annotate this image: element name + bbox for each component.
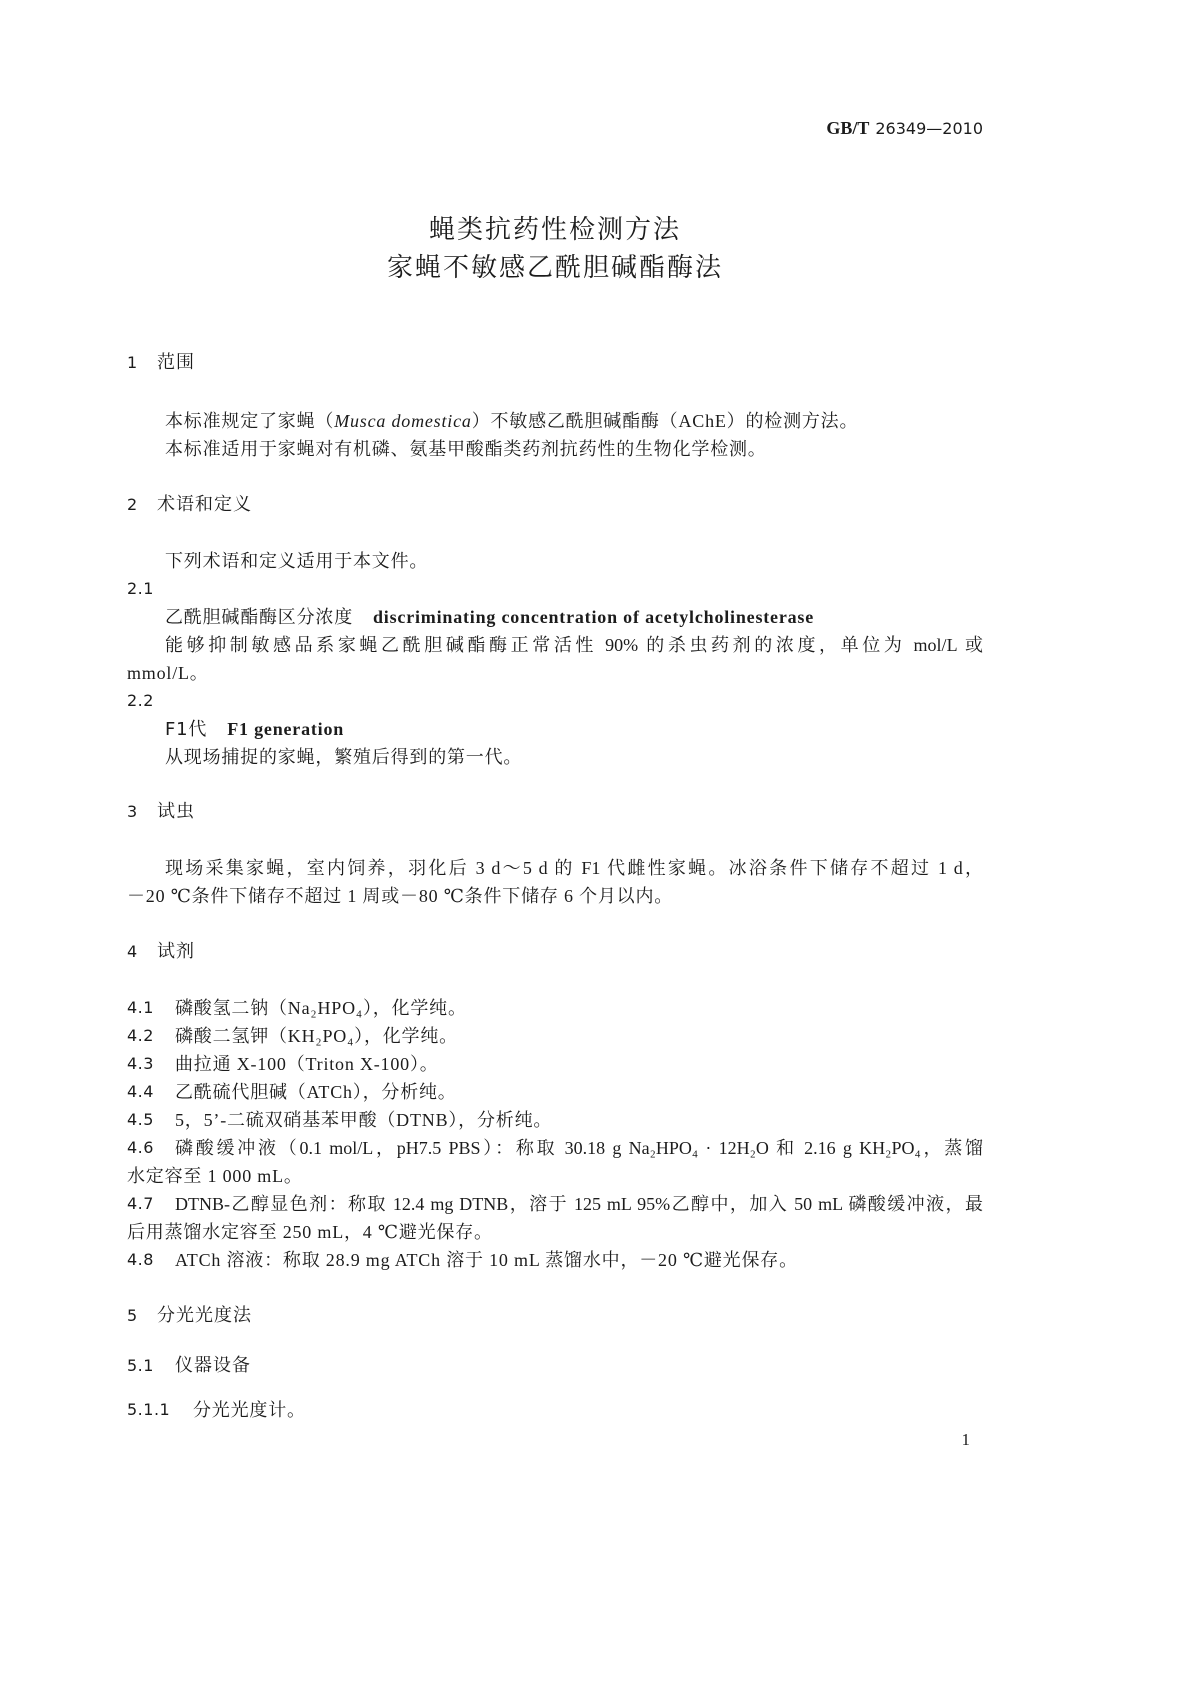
page-number: 1 <box>961 1430 970 1449</box>
item-4-5-text: 5，5’-二硫双硝基苯甲酸（DTNB），分析纯。 <box>175 1110 553 1130</box>
term1-title <box>165 603 814 631</box>
item-5-1-1-text: 分光光度计。 <box>193 1400 306 1420</box>
section3-line1: 现场采集家蝇，室内饲养，羽化后 3 d～5 d 的 F1 代雌性家蝇。冰浴条件下储存不超过 1 d， <box>165 858 983 878</box>
section5-number: 5 <box>127 1306 138 1325</box>
term2-chinese: F1代 <box>165 719 208 740</box>
section1-para1-before: 本标准规定了家蝇（ <box>165 411 335 431</box>
item-4-5-number: 4.5 <box>127 1110 154 1129</box>
item-4-8-text: ATCh 溶液：称取 28.9 mg ATCh 溶于 10 mL 蒸馏水中，－20 ℃避光保存。 <box>175 1250 798 1270</box>
term2-definition: 从现场捕捉的家蝇，繁殖后得到的第一代。 <box>165 747 523 767</box>
term1-definition-line1: 能够抑制敏感品系家蝇乙酰胆碱酯酶正常活性 90% 的杀虫药剂的浓度，单位为 mol/L 或 <box>165 635 983 655</box>
section1-number: 1 <box>127 353 138 372</box>
item-4-6-text-line1: 磷酸缓冲液（0.1 mol/L，pH7.5 PBS）：称取 30.18 g Na₂HPO₄ · 12H₂O 和 2.16 g KH₂PO₄，蒸馏 <box>175 1138 983 1158</box>
section1-paragraph1 <box>165 407 858 435</box>
item-4-4-number: 4.4 <box>127 1082 154 1101</box>
section1-paragraph2: 本标准适用于家蝇对有机磷、氨基甲酸酯类药剂抗药性的生物化学检测。 <box>165 439 767 459</box>
item-4-8-number: 4.8 <box>127 1250 154 1269</box>
section3-number: 3 <box>127 802 138 821</box>
item-4-7-number: 4.7 <box>127 1194 154 1213</box>
term1-number: 2.1 <box>127 579 154 598</box>
item-4-3-number: 4.3 <box>127 1054 154 1073</box>
subsection-5-1-heading: 仪器设备 <box>175 1355 251 1376</box>
section2-intro: 下列术语和定义适用于本文件。 <box>165 551 429 571</box>
term1-english: discriminating concentration of acetylcholinesterase <box>373 607 815 627</box>
section5-heading: 分光光度法 <box>157 1305 252 1326</box>
item-4-1-text: 磷酸氢二钠（Na₂HPO₄），化学纯。 <box>175 998 467 1018</box>
standard-code-prefix: GB/T <box>826 118 870 138</box>
item-4-2-text: 磷酸二氢钾（KH₂PO₄），化学纯。 <box>175 1026 458 1046</box>
item-4-6-text-line2: 水定容至 1 000 mL。 <box>127 1166 303 1186</box>
section3-line2: －20 ℃条件下储存不超过 1 周或－80 ℃条件下储存 6 个月以内。 <box>127 886 674 906</box>
item-4-7-text-line1: DTNB-乙醇显色剂：称取 12.4 mg DTNB，溶于 125 mL 95%乙醇中，加入 50 mL 磷酸缓冲液，最 <box>175 1194 983 1214</box>
item-4-1-number: 4.1 <box>127 998 154 1017</box>
item-4-2-number: 4.2 <box>127 1026 154 1045</box>
section1-para1-after: ）不敏感乙酰胆碱酯酶（AChE）的检测方法。 <box>471 411 859 431</box>
item-4-3-text: 曲拉通 X-100（Triton X-100）。 <box>175 1054 439 1074</box>
item-5-1-1-number: 5.1.1 <box>127 1400 171 1419</box>
item-4-6-number: 4.6 <box>127 1138 154 1157</box>
term2-number: 2.2 <box>127 691 154 710</box>
standard-code-header <box>127 114 983 142</box>
subsection-5-1-number: 5.1 <box>127 1356 154 1375</box>
document-title-line1: 蝇类抗药性检测方法 <box>428 215 681 245</box>
section1-heading: 范围 <box>157 352 195 373</box>
term2-title <box>165 715 344 743</box>
term1-definition-line2: mmol/L。 <box>127 663 209 683</box>
term2-english: F1 generation <box>227 719 345 739</box>
document-title-line2: 家蝇不敏感乙酰胆碱酯酶法 <box>386 253 723 283</box>
item-4-7-text-line2: 后用蒸馏水定容至 250 mL，4 ℃避光保存。 <box>127 1222 493 1242</box>
section2-number: 2 <box>127 495 138 514</box>
section2-heading: 术语和定义 <box>157 494 252 515</box>
section3-heading: 试虫 <box>157 801 195 822</box>
section4-number: 4 <box>127 942 138 961</box>
item-4-4-text: 乙酰硫代胆碱（ATCh），分析纯。 <box>175 1082 457 1102</box>
section4-heading: 试剂 <box>157 941 195 962</box>
species-name-italic: Musca domestica <box>334 411 472 431</box>
standard-code-number: 26349—2010 <box>875 119 983 138</box>
term1-chinese: 乙酰胆碱酯酶区分浓度 <box>165 607 353 628</box>
